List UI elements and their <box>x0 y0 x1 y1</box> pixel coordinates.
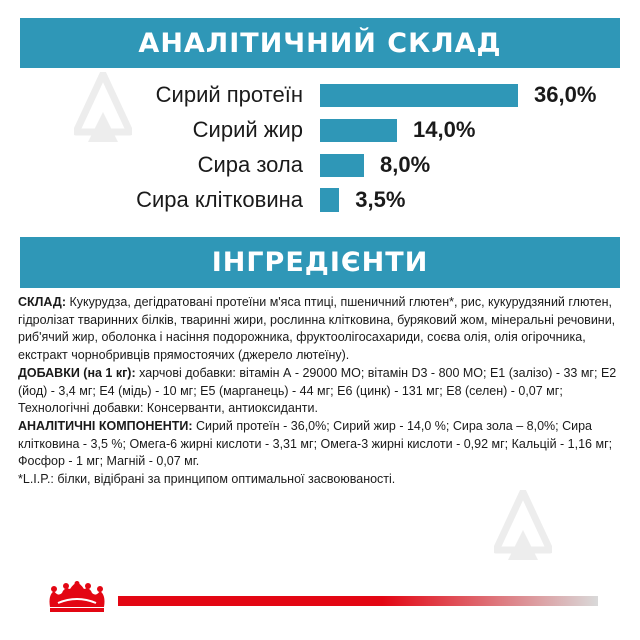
analytics-row <box>0 150 640 180</box>
additives-text: харчові добавки: вітамін А - 29000 МО; вітамін D3 - 800 МО; Е1 (залізо) - 33 мг; Е2 (йод) - 3,4 мг; Е4 (мідь) - 10 мг; Е5 (марганець) - 44 мг; Е6 (цинк) - 131 мг; Е8 (селен) - 0,07 мг; Технологічні добавки: Консерванти, антиоксиданти. <box>18 365 617 416</box>
footnote: *L.I.P.: білки, відібрані за принципом оптимальної засвоюваності. <box>18 472 396 487</box>
analytics-value: 3,5% <box>355 187 406 212</box>
components-label: АНАЛІТИЧНІ КОМПОНЕНТИ: <box>18 418 193 433</box>
analytics-row <box>0 80 640 110</box>
analytics-bar <box>320 154 364 177</box>
composition-paragraph <box>18 294 620 365</box>
footer-brand-line <box>118 596 598 606</box>
analytics-bar <box>320 84 518 107</box>
ingredients-title: ІНГРЕДІЄНТИ <box>20 237 620 288</box>
analytics-bar <box>320 119 397 142</box>
analytics-label: Сирий жир <box>192 117 303 142</box>
royal-canin-crown-logo-icon <box>44 581 110 613</box>
analytics-bar <box>320 188 339 212</box>
analytics-value: 8,0% <box>380 152 431 177</box>
analytics-value: 14,0% <box>413 117 476 142</box>
ingredients-text <box>18 294 620 489</box>
analytics-label: Сирий протеїн <box>155 82 303 107</box>
analytics-label: Сира клітковина <box>136 187 303 212</box>
components-paragraph <box>18 418 620 471</box>
composition-label: СКЛАД: <box>18 295 66 309</box>
additives-paragraph <box>18 365 620 418</box>
analytics-label: Сира зола <box>197 152 303 177</box>
watermark-logo-icon <box>494 490 552 566</box>
analytics-row <box>0 115 640 145</box>
analytics-row <box>0 185 640 215</box>
analytics-title: АНАЛІТИЧНИЙ СКЛАД <box>20 18 620 68</box>
analytics-value: 36,0% <box>534 82 597 107</box>
components-text: Сирий протеїн - 36,0%; Сирий жир - 14,0 %; Сира зола – 8,0%; Сира клітковина - 3,5 %; Омега-6 жирні кислоти - 3,31 мг; Омега-3 жирні кислоти - 0,92 мг; Кальцій - 1,16 мг; Фосфор - 1 мг; Магній - 0,07 мг. <box>18 418 613 469</box>
composition-text: Кукурудза, дегідратовані протеїни м'яса птиці, пшеничний глютен*, рис, кукурудзяний глютен, гідролізат тваринних білків, тваринні жири, рослинна клітковина, буряковий жом, мінеральні речовини, риб'ячий жир, оболонка і насіння подорожника, фруктоолігосахариди, соєва олія, олія огірочника, екстракт чорнобривців прямостоячих (джерело лютеїну). <box>18 295 616 363</box>
additives-label: ДОБАВКИ (на 1 кг): <box>18 365 136 380</box>
